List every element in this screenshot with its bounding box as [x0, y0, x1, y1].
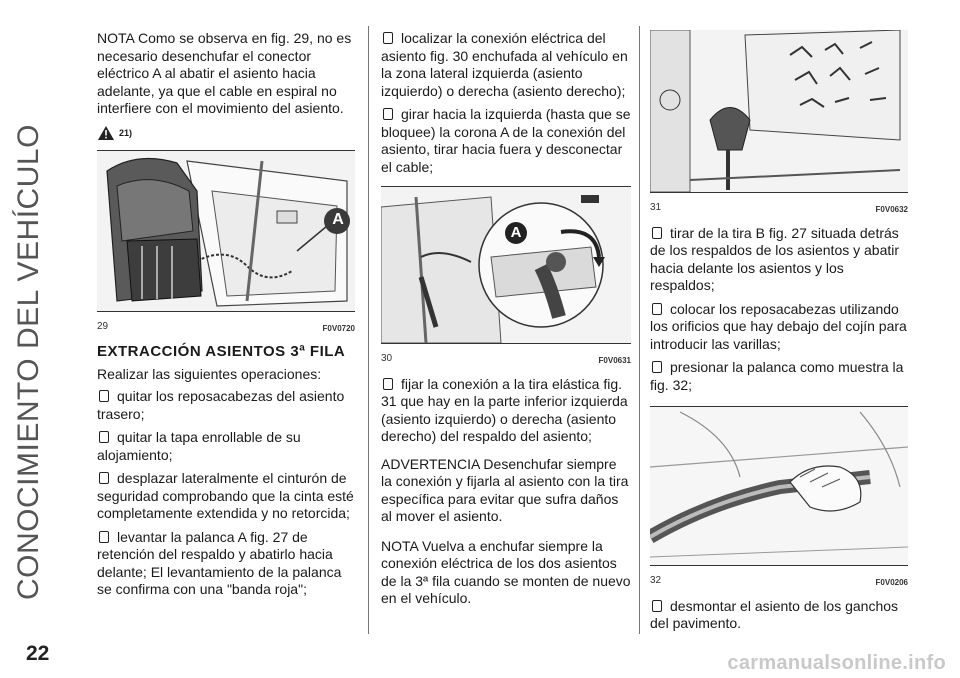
column-3: [650, 30, 908, 639]
checkbox-bullet-icon: [99, 431, 109, 443]
figure-32: [650, 406, 908, 566]
figure-number: 31: [650, 202, 662, 213]
warning-reference: [97, 125, 355, 143]
figure-callout-A: A: [510, 224, 522, 241]
figure-number: 32: [650, 575, 662, 586]
column-divider: [639, 26, 640, 634]
list-item: fijar la conexión a la tira elástica fig. 31 que hay en la parte inferior izquierda (asiento izquierdo) o derecha (asiento derecho) del respaldo del asiento;: [381, 375, 628, 444]
checkbox-bullet-icon: [99, 390, 109, 402]
note-paragraph: NOTA Vuelva a enchufar siempre la conexión eléctrica de los dos asientos de la 3ª fila cuando se monten de nuevo en el vehículo.: [381, 537, 631, 606]
figure-caption: [650, 570, 908, 592]
list-item: girar hacia la izquierda (hasta que se bloquee) la corona A de la conexión del asiento, tirar hacia fuera y desconectar el cable;: [381, 106, 631, 175]
checkbox-bullet-icon: [99, 472, 109, 484]
figure-number: 29: [97, 321, 109, 332]
checkbox-bullet-icon: [652, 600, 662, 612]
figure-caption: [97, 316, 355, 338]
intro-paragraph: Realizar las siguientes operaciones:: [97, 365, 322, 382]
checkbox-bullet-icon: [383, 32, 393, 44]
checkbox-bullet-icon: [652, 361, 662, 373]
elastic-strap-illustration: [650, 30, 908, 192]
sidebar-title: [12, 20, 82, 620]
figure-code: F0V0720: [322, 324, 355, 333]
warning-paragraph: ADVERTENCIA Desenchufar siempre la conexión y fijarla al asiento con la tira específica para evitar que sufra daños al mover el asiento.: [381, 455, 629, 524]
checkbox-bullet-icon: [383, 108, 393, 120]
release-lever-illustration: [650, 407, 908, 565]
list-item: desmontar el asiento de los ganchos del pavimento.: [650, 597, 899, 631]
sidebar-title-text: CONOCIMIENTO DEL VEHÍCULO: [12, 124, 45, 600]
list-item: presionar la palanca como muestra la fig. 32;: [650, 359, 904, 393]
figure-code: F0V0631: [598, 356, 631, 365]
note-paragraph: NOTA Como se observa en fig. 29, no es necesario desenchufar el conector eléctrico A al abatir el asiento hacia adelante, ya que el cable en espiral no interfiere con el movimiento del asiento.: [97, 30, 352, 116]
warning-ref-text: 21): [119, 127, 133, 138]
list-item: quitar la tapa enrollable de su alojamiento;: [97, 429, 301, 463]
section-heading: EXTRACCIÓN ASIENTOS 3ª FILA: [97, 342, 346, 360]
figure-number: 30: [381, 353, 393, 364]
figure-callout-A: A: [332, 211, 344, 228]
page-number: 22: [26, 642, 50, 665]
column-1: [97, 30, 355, 605]
list-item: quitar los reposacabezas del asiento trasero;: [97, 388, 345, 422]
list-item: desplazar lateralmente el cinturón de seguridad comprobando que la cinta esté completamente extendida y no retorcida;: [97, 470, 354, 521]
figure-code: F0V0632: [875, 205, 908, 214]
watermark: carmanualsonline.info: [727, 652, 946, 674]
figure-31: [650, 30, 908, 193]
figure-code: F0V0206: [875, 578, 908, 587]
connector-ring-illustration: [381, 187, 631, 343]
figure-29: [97, 150, 355, 312]
figure-caption: [650, 197, 908, 219]
checkbox-bullet-icon: [99, 531, 109, 543]
list-item: localizar la conexión eléctrica del asiento fig. 30 enchufada al vehículo en la zona lateral izquierda (asiento izquierdo) o derecha (asiento derecho);: [381, 30, 628, 99]
list-item: tirar de la tira B fig. 27 situada detrás de los respaldos de los asientos y abatir hacia delante los asientos y los respaldos;: [650, 224, 900, 293]
seat-connector-illustration: [97, 151, 355, 311]
checkbox-bullet-icon: [652, 303, 662, 315]
column-divider: [368, 26, 369, 634]
figure-caption: [381, 348, 631, 370]
column-2: [381, 30, 631, 617]
list-item: levantar la palanca A fig. 27 de retención del respaldo y abatirlo hacia delante; El levantamiento de la palanca se confirma con una "banda roja";: [97, 528, 342, 597]
list-item: colocar los reposacabezas utilizando los orificios que hay debajo del cojín para introducir las varillas;: [650, 300, 907, 352]
figure-30: [381, 186, 631, 344]
checkbox-bullet-icon: [383, 378, 393, 390]
warning-triangle-icon: [97, 125, 115, 141]
checkbox-bullet-icon: [652, 227, 662, 239]
